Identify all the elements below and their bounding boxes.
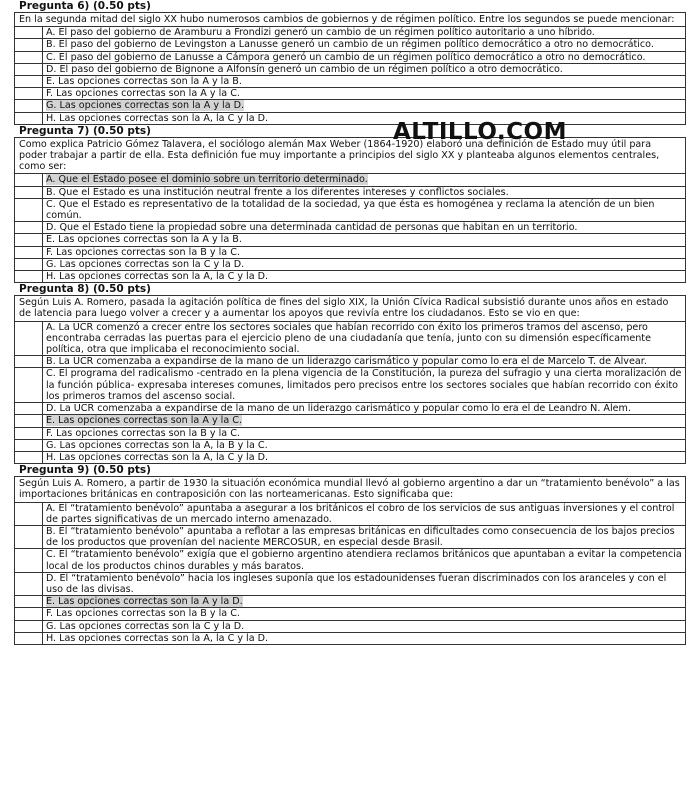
options-table xyxy=(14,503,686,645)
option-d[interactable]: D. El paso del gobierno de Bignone a Alfonsín generó un cambio de un régimen político a otro democrático. xyxy=(43,64,685,76)
option-g[interactable]: G. Las opciones correctas son la A, la B y la C. xyxy=(43,440,685,452)
question-stem: Según Luis A. Romero, pasada la agitación política de fines del siglo XIX, la Unión Cívica Radical subsistió durante unos años en estado de latencia para luego volver a crecer y a aumentar los apoyos que revivía entre los ciudadanos. Esto se vio en que: xyxy=(14,295,686,321)
option-g[interactable]: G. Las opciones correctas son la C y la D. xyxy=(43,259,685,271)
question-title: Pregunta 7) (0.50 pts) xyxy=(19,124,151,137)
option-f[interactable]: F. Las opciones correctas son la B y la C. xyxy=(43,247,685,259)
option-a[interactable]: A. El “tratamiento benévolo” apuntaba a asegurar a los británicos el cobro de los servicios de sus antiguas inversiones y el control de partes significativas de un mercado interno amenazado. xyxy=(43,503,685,526)
question-stem: Según Luis A. Romero, a partir de 1930 la situación económica mundial llevó al gobierno argentino a dar un “tratamiento benévolo” a las importaciones británicas en contraposición con las norteamericanas. Esto significaba que: xyxy=(14,476,686,502)
question-stem: Como explica Patricio Gómez Talavera, el sociólogo alemán Max Weber (1864-1920) elaboró una definición de Estado muy útil para poder trabajar a partir de ella. Esta definición fue muy importante a principios del siglo XX y planteaba algunos elementos centrales, como ser: xyxy=(14,137,686,175)
option-b[interactable]: B. La UCR comenzaba a expandirse de la mano de un liderazgo carismático y popular como lo era el de Marcelo T. de Alvear. xyxy=(43,356,685,368)
option-d[interactable]: D. El “tratamiento benévolo” hacia los ingleses suponía que los estadounidenses fueran discriminados con los aranceles y con el uso de las divisas. xyxy=(43,573,685,596)
highlighted-answer: A. Que el Estado posee el dominio sobre un territorio determinado. xyxy=(46,174,368,186)
options-table xyxy=(14,174,686,283)
question-stem: En la segunda mitad del siglo XX hubo numerosos cambios de gobiernos y de régimen político. Entre los segundos se puede mencionar: xyxy=(14,12,686,27)
option-h[interactable]: H. Las opciones correctas son la A, la C y la D. xyxy=(46,271,269,283)
highlighted-answer: E. Las opciones correctas son la A y la D. xyxy=(46,596,243,608)
question-title: Pregunta 9) (0.50 pts) xyxy=(19,464,151,477)
question-title: Pregunta 6) (0.50 pts) xyxy=(19,0,151,12)
option-c[interactable]: C. El programa del radicalismo -centrado en la plena vigencia de la Constitución, la pureza del sufragio y una cierta moralización de la función pública- expresaba intereses comunes, limitados pero precisos entre los sectores sociales que habían recorrido con éxito los primeros tramos del ascenso social. xyxy=(43,368,685,403)
options-table xyxy=(14,322,686,464)
option-h[interactable]: H. Las opciones correctas son la A, la C y la D. xyxy=(46,112,269,124)
option-f[interactable]: F. Las opciones correctas son la A y la C. xyxy=(43,88,685,100)
option-c[interactable]: C. El “tratamiento benévolo” exigía que el gobierno argentino atendiera reclamos británicos que apuntaban a evitar la competencia local de los productos chinos durables y más baratos. xyxy=(43,549,685,572)
option-a[interactable]: A. El paso del gobierno de Aramburu a Frondizi generó un cambio de un régimen político autoritario a uno híbrido. xyxy=(43,27,685,39)
option-e[interactable]: E. Las opciones correctas son la A y la B. xyxy=(43,76,685,88)
exam-page xyxy=(14,0,686,645)
option-e[interactable] xyxy=(43,415,685,427)
option-f[interactable]: F. Las opciones correctas son la B y la C. xyxy=(43,428,685,440)
question-title: Pregunta 8) (0.50 pts) xyxy=(19,283,151,296)
option-b[interactable]: B. El “tratamiento benévolo” apuntaba a reflotar a las empresas británicas en dificultades como consecuencia de los bajos precios de los productos que provenían del naciente MERCOSUR, en especial desde Brasil. xyxy=(43,526,685,549)
option-d[interactable]: D. Que el Estado tiene la propiedad sobre una determinada cantidad de personas que habitan en un territorio. xyxy=(43,222,685,234)
options-table xyxy=(14,27,686,125)
option-e[interactable]: E. Las opciones correctas son la A y la B. xyxy=(43,234,685,246)
option-d[interactable]: D. La UCR comenzaba a expandirse de la mano de un liderazgo carismático y popular como lo era el de Leandro N. Alem. xyxy=(43,403,685,415)
option-g[interactable] xyxy=(43,100,685,112)
option-b[interactable]: B. El paso del gobierno de Levingston a Lanusse generó un cambio de un régimen político democrático a otro no democrático. xyxy=(43,39,685,51)
highlighted-answer: E. Las opciones correctas son la A y la C. xyxy=(46,415,243,427)
option-e[interactable] xyxy=(43,596,685,608)
option-c[interactable]: C. El paso del gobierno de Lanusse a Cámpora generó un cambio de un régimen político democrático a otro no democrático. xyxy=(43,52,685,64)
option-h[interactable]: H. Las opciones correctas son la A, la C y la D. xyxy=(46,451,269,463)
highlighted-answer: G. Las opciones correctas son la A y la D. xyxy=(46,100,245,112)
option-c[interactable]: C. Que el Estado es representativo de la totalidad de la sociedad, ya que ésta es homogénea y reclama la atención de un bien común. xyxy=(43,199,685,222)
option-a[interactable]: A. La UCR comenzó a crecer entre los sectores sociales que habían recorrido con éxito los primeros tramos del ascenso, pero encontraba cerradas las puertas para el ejercicio pleno de una ciudadanía que tenía, junto con su dimensión específicamente política, otra que implicaba el reconocimiento social. xyxy=(43,322,685,357)
option-b[interactable]: B. Que el Estado es una institución neutral frente a los diferentes intereses y conflictos sociales. xyxy=(43,187,685,199)
watermark-logo: ALTILLO.COM xyxy=(393,119,567,145)
option-h[interactable]: H. Las opciones correctas son la A, la C y la D. xyxy=(46,632,269,644)
option-f[interactable]: F. Las opciones correctas son la B y la C. xyxy=(43,608,685,620)
option-a[interactable] xyxy=(43,174,685,186)
option-g[interactable]: G. Las opciones correctas son la C y la D. xyxy=(43,621,685,633)
